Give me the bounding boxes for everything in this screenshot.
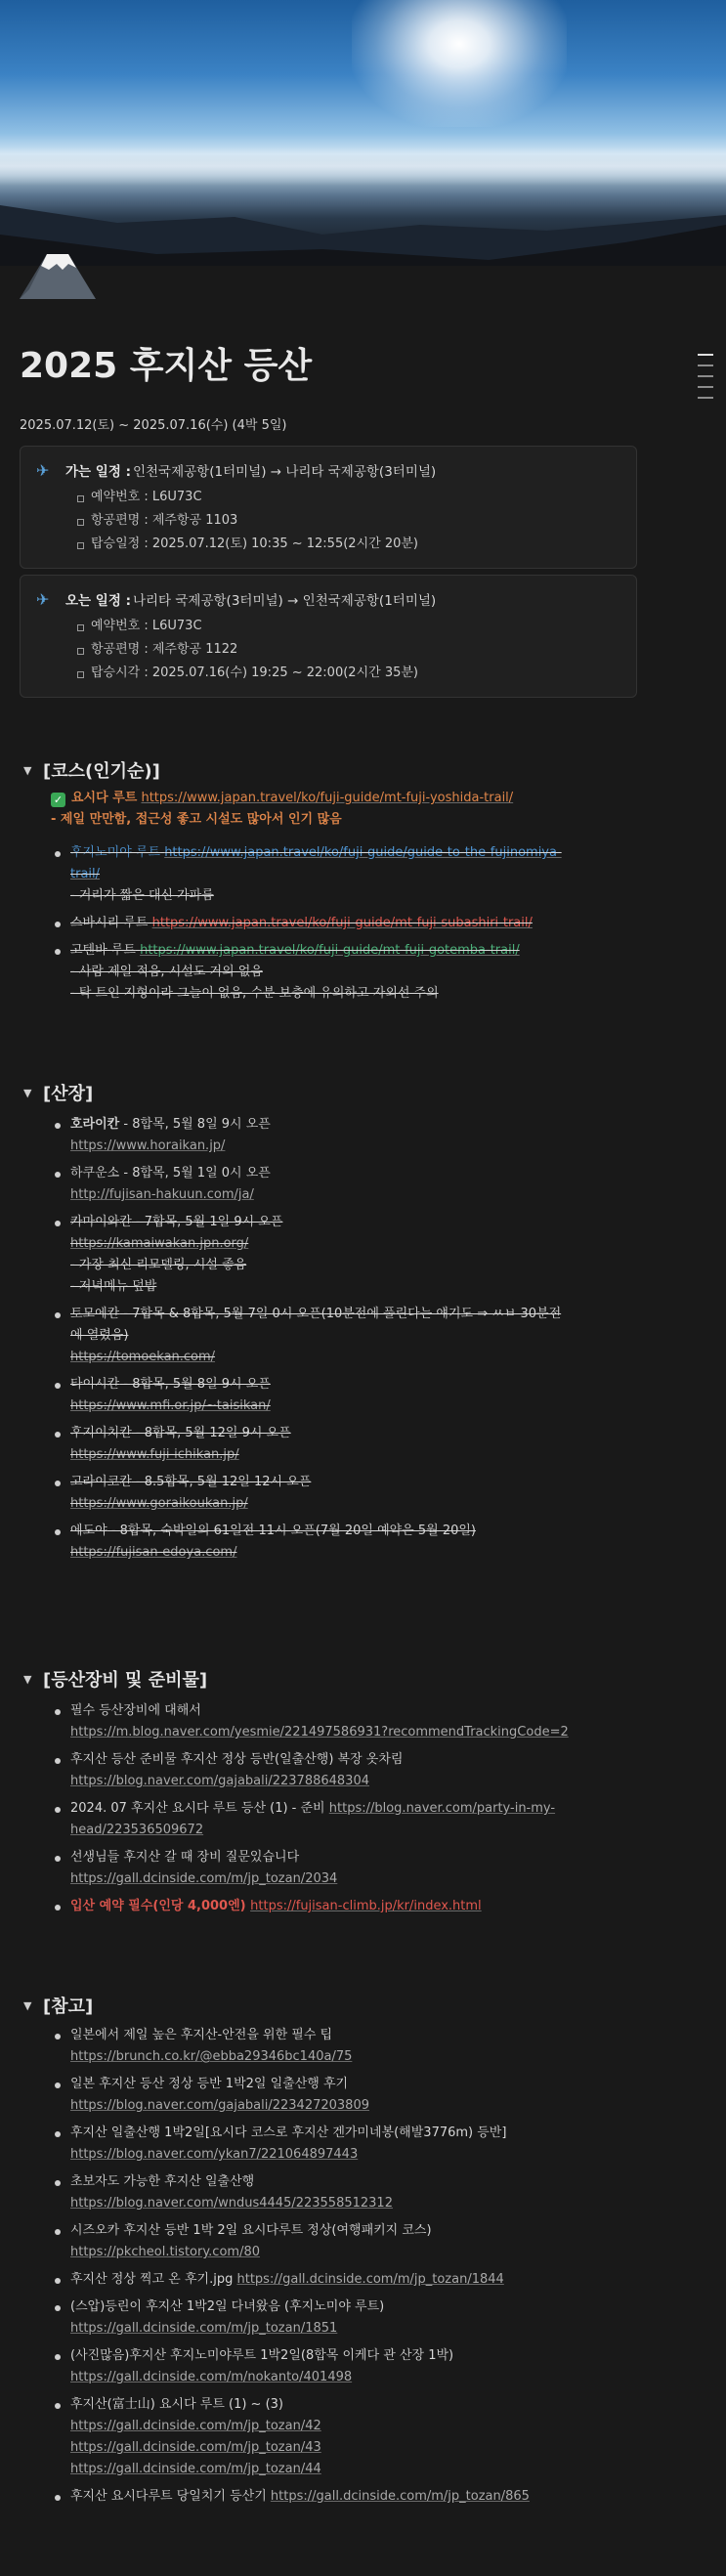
lodge-info: - 7합목, 5월 1일 9시 오픈 [131, 1215, 283, 1229]
reference-link[interactable]: https://gall.dcinside.com/m/nokanto/401498 [70, 2370, 353, 2384]
reference-title: 일본에서 제일 높은 후지산-안전을 위한 필수 팁 [70, 2028, 333, 2042]
reference-section [23, 1992, 649, 2513]
lodge-link[interactable]: https://www.fuji-ichikan.jp/ [70, 1447, 239, 1462]
lodge-info: - 8합목, 5월 12일 9시 오픈 [131, 1426, 291, 1440]
checkmark-icon: ✓ [51, 793, 65, 807]
reference-title: 시즈오카 후지산 등반 1박 2일 요시다루트 정상(여행패키지 코스) [70, 2223, 432, 2238]
reference-title: 후지산(富士山) 요시다 루트 (1) ~ (3) [70, 2397, 283, 2412]
lodge-link[interactable]: https://www.mfi.or.jp/~taisikan/ [70, 1398, 271, 1413]
lodge-link[interactable]: http://fujisan-hakuun.com/ja/ [70, 1187, 254, 1202]
section-heading: [산장] [43, 1084, 94, 1104]
reference-link[interactable]: https://brunch.co.kr/@ebba29346bc140a/75 [70, 2049, 353, 2064]
lodge-name: 에도야 [70, 1524, 107, 1538]
gear-item-text: 선생님들 후지산 갈 때 장비 질문있습니다 [70, 1850, 300, 1865]
lodge-info: - 8합목, 숙박일의 61일전 11시 오픈(7월 20일 예약은 5월 20일) [107, 1524, 477, 1538]
subashiri-route-link[interactable]: https://www.japan.travel/ko/fuji-guide/mt-fuji-subashiri-trail/ [151, 916, 533, 930]
lodge-link[interactable]: https://www.goraikoukan.jp/ [70, 1496, 248, 1511]
gotemba-route-note: - 탁 트인 지형이라 그늘이 없음, 수분 보충에 유의하고 자외선 주의 [70, 986, 439, 1001]
lodge-name: 호라이칸 [70, 1117, 120, 1132]
outbound-route: 인천국제공항(1터미널) → 나리타 국제공항(3터미널) [132, 464, 437, 480]
lodge-name: 카마이와칸 [70, 1215, 132, 1229]
list-item: 항공편명 : 제주항공 1122 [77, 638, 620, 662]
gotemba-route-note: - 사람 제일 적음, 시설도 거의 없음 [70, 965, 263, 979]
inbound-route: 나리타 국제공항(3터미널) → 인천국제공항(1터미널) [132, 593, 437, 609]
inbound-callout [20, 575, 637, 698]
reference-title: (스압)등린이 후지산 1박2일 다녀왔음 (후지노미야 루트) [70, 2299, 385, 2314]
lodge-link[interactable]: https://tomoekan.com/ [70, 1350, 216, 1364]
lodge-info: 에 열렸음) [70, 1328, 129, 1343]
gear-item-text: 입산 예약 필수(인당 4,000엔) [70, 1899, 251, 1913]
mount-fuji-icon[interactable] [20, 244, 96, 299]
sun-glow [352, 0, 567, 127]
gotemba-route-link[interactable]: https://www.japan.travel/ko/fuji-guide/mt-fuji-gotemba-trail/ [140, 943, 520, 958]
lodge-name: 고라이코칸 [70, 1475, 132, 1489]
fujinomiya-route-link[interactable]: https://www.japan.travel/ko/fuji-guide/guide-to-the-fujinomiya- [164, 845, 562, 860]
outbound-label: 가는 일정 : [65, 464, 131, 480]
gear-item-text: 2024. 07 후지산 요시다 루트 등산 (1) - 준비 [70, 1801, 329, 1816]
reference-link[interactable]: https://pkcheol.tistory.com/80 [70, 2245, 260, 2259]
reference-link[interactable]: https://gall.dcinside.com/m/jp_tozan/865 [270, 2489, 530, 2504]
section-heading: [등산장비 및 준비물] [43, 1670, 208, 1691]
gear-toggle[interactable] [23, 1665, 649, 1693]
gear-item-link[interactable]: https://fujisan-climb.jp/kr/index.html [250, 1899, 482, 1913]
mountain-ridge [0, 195, 726, 266]
lodge-info: - 8합목, 5월 8일 9시 오픈 [119, 1377, 271, 1392]
reference-title: 후지산 정상 찍고 온 후기.jpg [70, 2272, 237, 2287]
yoshida-route-name: 요시다 루트 [71, 791, 138, 805]
fujinomiya-route-link-cont[interactable]: trail/ [70, 867, 101, 881]
list-item: 탑승시각 : 2025.07.16(수) 19:25 ~ 22:00(2시간 35분) [77, 662, 620, 685]
gear-item-link[interactable]: https://blog.naver.com/party-in-my- [328, 1801, 556, 1816]
gear-item-text: 필수 등산장비에 대해서 [70, 1703, 201, 1718]
reference-link[interactable]: https://gall.dcinside.com/m/jp_tozan/1844 [236, 2272, 504, 2287]
cover-image [0, 0, 726, 266]
subashiri-route-name: 스바시리 루트 [70, 916, 149, 930]
list-item: 탑승일정 : 2025.07.12(토) 10:35 ~ 12:55(2시간 20분) [77, 533, 620, 556]
lodge-name: 타이시칸 [70, 1377, 120, 1392]
outbound-callout [20, 446, 637, 569]
reference-link[interactable]: https://blog.naver.com/ykan7/221064897443 [70, 2147, 359, 2162]
gear-item-link[interactable]: https://gall.dcinside.com/m/jp_tozan/2034 [70, 1871, 338, 1886]
course-toggle[interactable] [23, 756, 649, 784]
reference-link[interactable]: https://blog.naver.com/wndus4445/223558512312 [70, 2196, 393, 2211]
table-of-contents-marks[interactable] [698, 354, 713, 408]
reference-link[interactable]: https://gall.dcinside.com/m/jp_tozan/1851 [70, 2321, 338, 2336]
toggle-triangle-icon[interactable]: ▼ [23, 763, 32, 777]
reference-link[interactable]: https://gall.dcinside.com/m/jp_tozan/44 [70, 2462, 321, 2476]
reference-title: 일본 후지산 등산 정상 등반 1박2일 일출산행 후기 [70, 2077, 349, 2091]
reference-title: 후지산 요시다루트 당일치기 등산기 [70, 2489, 271, 2504]
trip-dates: 2025.07.12(토) ~ 2025.07.16(수) (4박 5일) [20, 418, 287, 433]
lodge-note: - 저녁메뉴 덮밥 [70, 1279, 157, 1294]
course-section [23, 756, 649, 1010]
reference-link[interactable]: https://gall.dcinside.com/m/jp_tozan/43 [70, 2440, 321, 2455]
toggle-triangle-icon[interactable]: ▼ [23, 1998, 32, 2012]
gear-section [23, 1665, 649, 1923]
yoshida-route-link[interactable]: https://www.japan.travel/ko/fuji-guide/mt-fuji-yoshida-trail/ [141, 791, 514, 805]
lodge-link[interactable]: https://kamaiwakan.jpn.org/ [70, 1236, 249, 1251]
lodge-link[interactable]: https://www.horaikan.jp/ [70, 1138, 226, 1153]
fujinomiya-route-name: 후지노미야 루트 [70, 845, 161, 860]
lodge-name: 하쿠운소 [70, 1166, 120, 1181]
section-heading: [참고] [43, 1996, 94, 2017]
cloud-sea [0, 147, 726, 186]
gear-item-link-cont[interactable]: head/223536509672 [70, 1823, 204, 1837]
lodge-info: - 8합목, 5월 1일 0시 오픈 [119, 1166, 271, 1181]
reference-title: 초보자도 가능한 후지산 일출산행 [70, 2174, 255, 2189]
section-heading: [코스(인기순)] [43, 761, 160, 782]
lodge-info: - 8.5합목, 5월 12일 12시 오픈 [131, 1475, 312, 1489]
lodge-name: 후지이치칸 [70, 1426, 132, 1440]
lodge-link[interactable]: https://fujisan-edoya.com/ [70, 1545, 237, 1560]
airplane-icon: ✈ [36, 589, 50, 609]
lodge-note: - 가장 최신 리모델링, 시설 좋음 [70, 1258, 247, 1272]
list-item: 항공편명 : 제주항공 1103 [77, 509, 620, 533]
gear-item-text: 후지산 등산 준비물 후지산 정상 등반(일출산행) 복장 옷차림 [70, 1752, 404, 1767]
page-title: 2025 후지산 등산 [20, 346, 313, 386]
reference-title: (사진많음)후지산 후지노미야루트 1박2일(8합목 이케다 관 산장 1박) [70, 2348, 454, 2363]
gear-item-link[interactable]: https://blog.naver.com/gajabali/223788648304 [70, 1774, 369, 1788]
reference-title: 후지산 일출산행 1박2일[요시다 코스로 후지산 겐가미네봉(해발3776m) 등반] [70, 2125, 507, 2140]
toggle-triangle-icon[interactable]: ▼ [23, 1672, 32, 1686]
fujinomiya-route-note: - 거리가 짧은 대신 가파름 [70, 888, 214, 903]
yoshida-route-note: - 제일 만만함, 접근성 좋고 시설도 많아서 인기 많음 [51, 812, 342, 827]
lodge-info: - 7합목 & 8합목, 5월 7일 0시 오픈(10분전에 풀린다는 얘기도 ⇒ ㅆㅂ 30분전 [119, 1307, 562, 1321]
lodge-info: - 8합목, 5월 8일 9시 오픈 [119, 1117, 271, 1132]
gear-item-link[interactable]: https://m.blog.naver.com/yesmie/221497586931?recommendTrackingCode=2 [70, 1725, 569, 1739]
gotemba-route-name: 고텐바 루트 [70, 943, 136, 958]
list-item: 예약번호 : L6U73C [77, 615, 620, 638]
list-item: 예약번호 : L6U73C [77, 486, 620, 509]
reference-link[interactable]: https://gall.dcinside.com/m/jp_tozan/42 [70, 2419, 321, 2433]
lodge-section [23, 1079, 649, 1569]
inbound-label: 오는 일정 : [65, 593, 131, 609]
lodge-name: 토모에칸 [70, 1307, 120, 1321]
lodge-toggle[interactable] [23, 1079, 649, 1106]
reference-toggle[interactable] [23, 1992, 649, 2019]
reference-link[interactable]: https://blog.naver.com/gajabali/223427203809 [70, 2098, 369, 2113]
toggle-triangle-icon[interactable]: ▼ [23, 1086, 32, 1099]
airplane-icon: ✈ [36, 460, 50, 480]
